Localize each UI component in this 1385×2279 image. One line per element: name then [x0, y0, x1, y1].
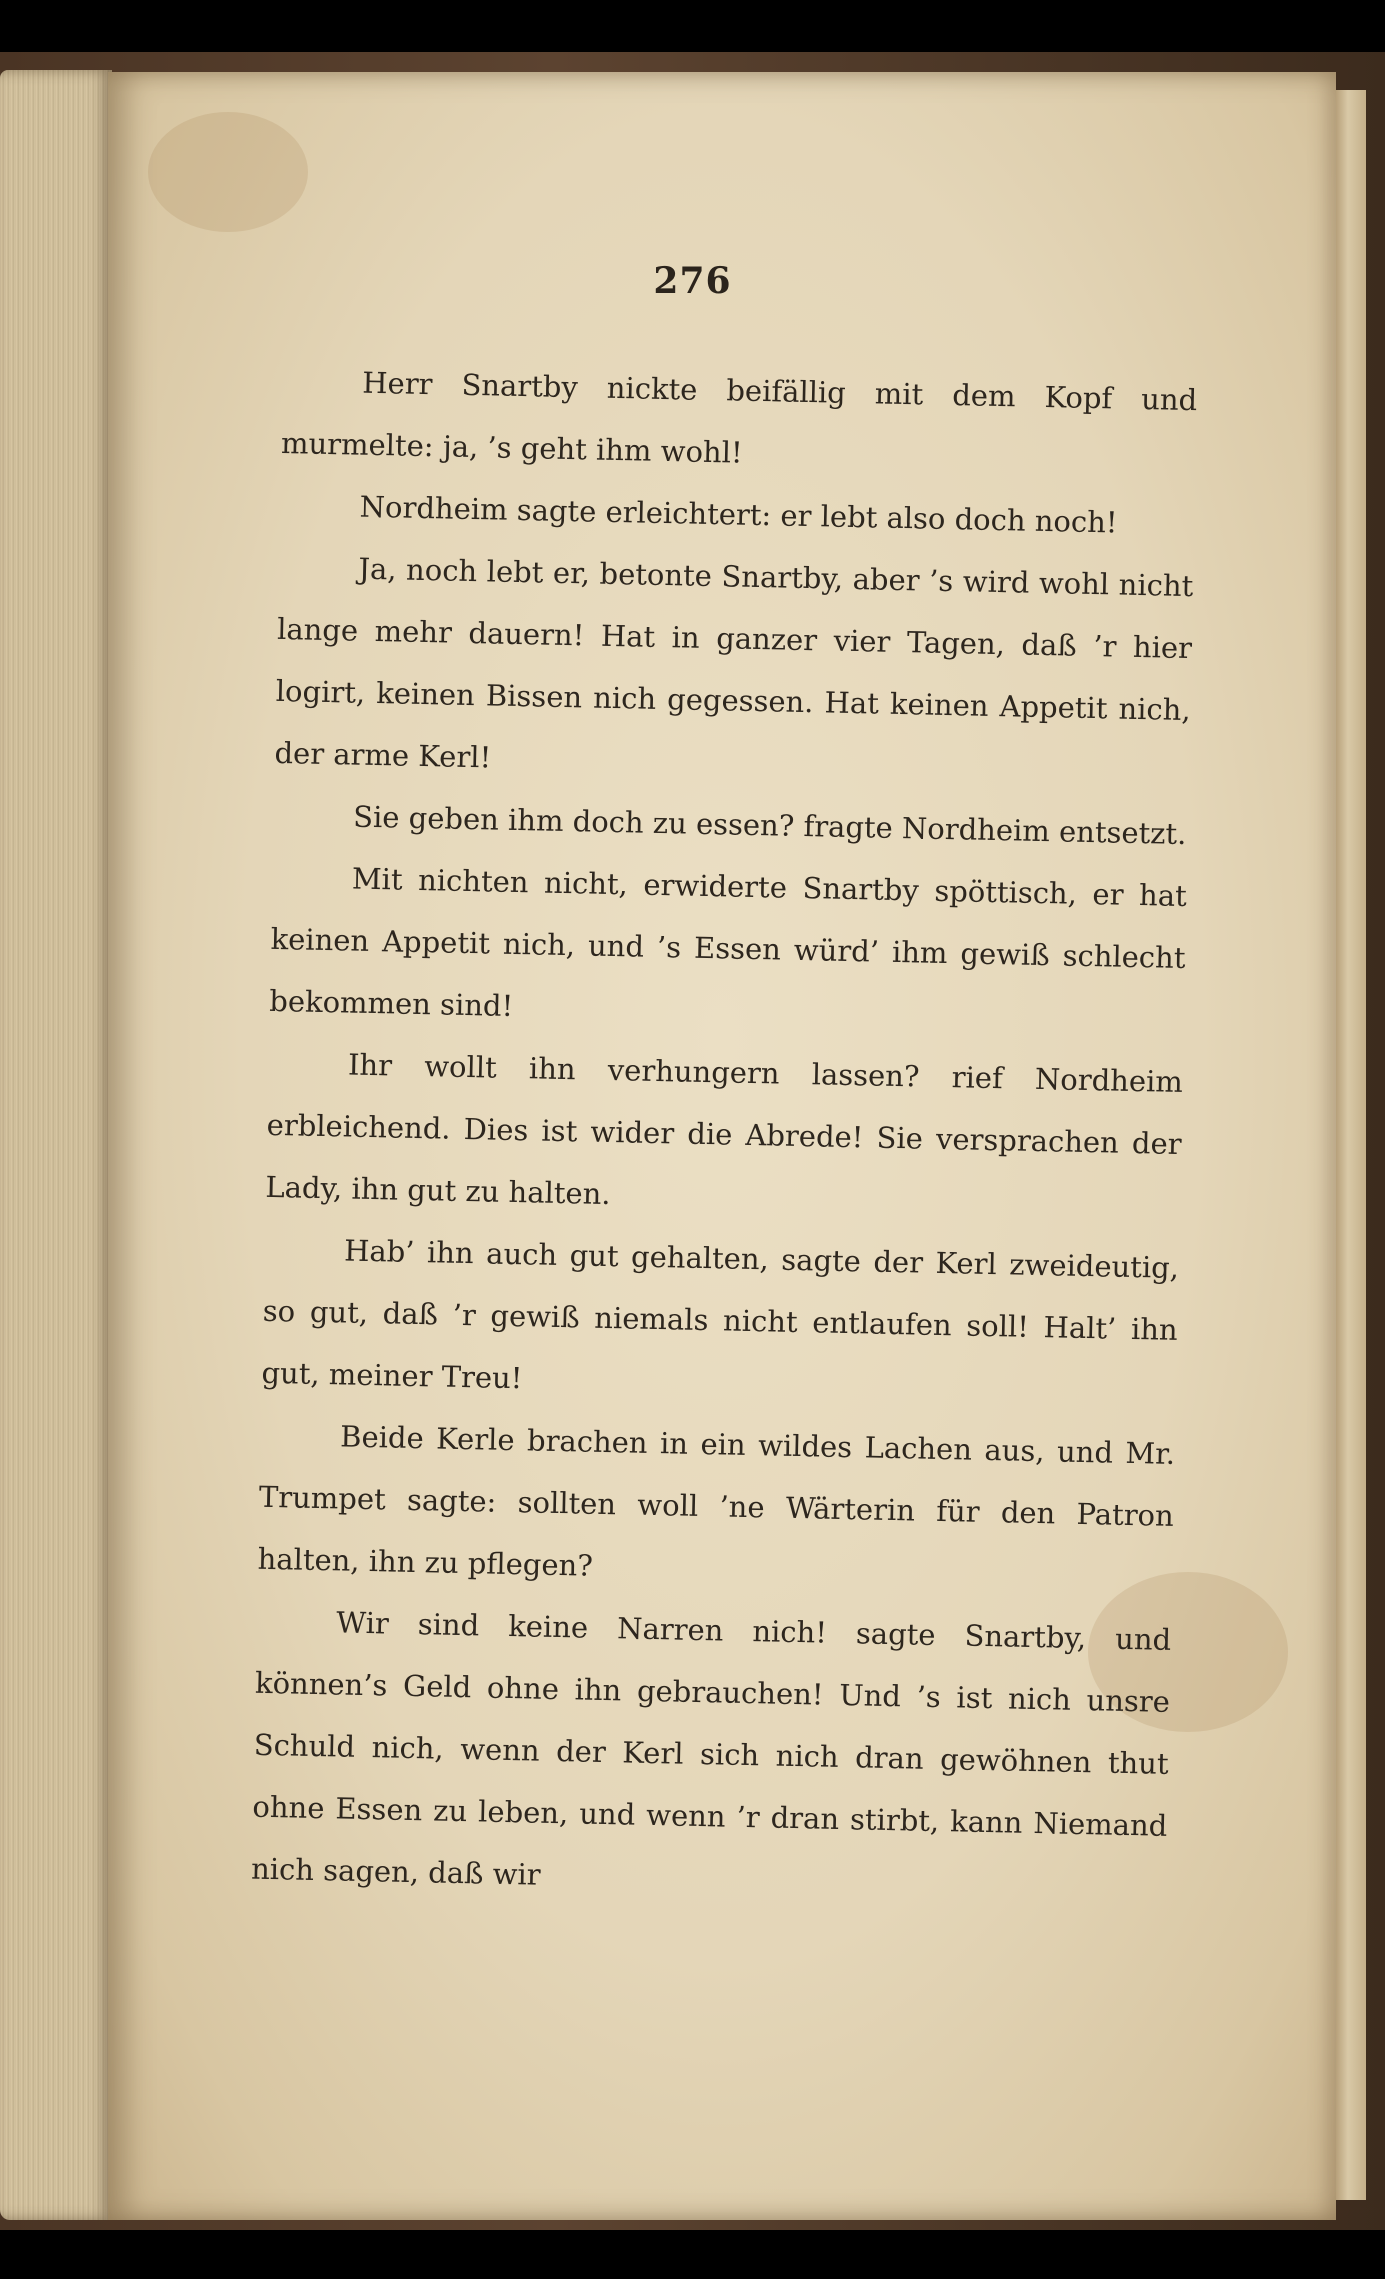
page-number: 276 — [653, 260, 732, 302]
page-edges — [0, 70, 112, 2220]
paragraph: Beide Kerle brachen in ein wildes Lachen aus, und Mr. Trumpet sagte: sollten woll ’ne Wärterin für den Patron halten, ihn zu pflegen? — [257, 1419, 1176, 1583]
paragraph: Nordheim sagte erleichtert: er lebt also doch noch! — [359, 489, 1118, 540]
paragraph: Ihr wollt ihn verhungern lassen? rief Nordheim erbleichend. Dies ist wider die Abrede! Sie versprachen der Lady, ihn gut zu halten. — [265, 1047, 1184, 1212]
paper-stain — [148, 112, 308, 232]
page-right-edge — [1336, 90, 1366, 2200]
paragraph: Ja, noch lebt er, betonte Snartby, aber ’s wird wohl nicht lange mehr dauern! Hat in ganzer vier Tagen, daß ’r hier logirt, keinen Bissen nich gegessen. Hat keinen Appetit nich, der arme Kerl! — [274, 551, 1194, 775]
paragraph: Herr Snartby nickte beifällig mit dem Kopf und murmelte: ja, ’s geht ihm wohl! — [280, 365, 1198, 470]
paragraph: Hab’ ihn auch gut gehalten, sagte der Kerl zweideutig, so gut, daß ’r gewiß niemals nicht entlaufen soll! Halt’ ihn gut, meiner Treu! — [261, 1233, 1180, 1396]
paragraph: Wir sind keine Narren nich! sagte Snartby, und können’s Geld ohne ihn gebrauchen! Und ’s ist nich unsre Schuld nich, wenn der Kerl sich nich dran gewöhnen thut ohne Essen zu leben, und wenn ’r dran stirbt, kann Niemand nich sagen, daß wir — [250, 1605, 1172, 1892]
paragraph: Sie geben ihm doch zu essen? fragte Nordheim entsetzt. — [352, 799, 1187, 852]
body-text — [251, 350, 1198, 1919]
paragraph: Mit nichten nicht, erwiderte Snartby spöttisch, er hat keinen Appetit nich, und ’s Essen würd’ ihm gewiß schlecht bekommen sind! — [269, 861, 1188, 1023]
